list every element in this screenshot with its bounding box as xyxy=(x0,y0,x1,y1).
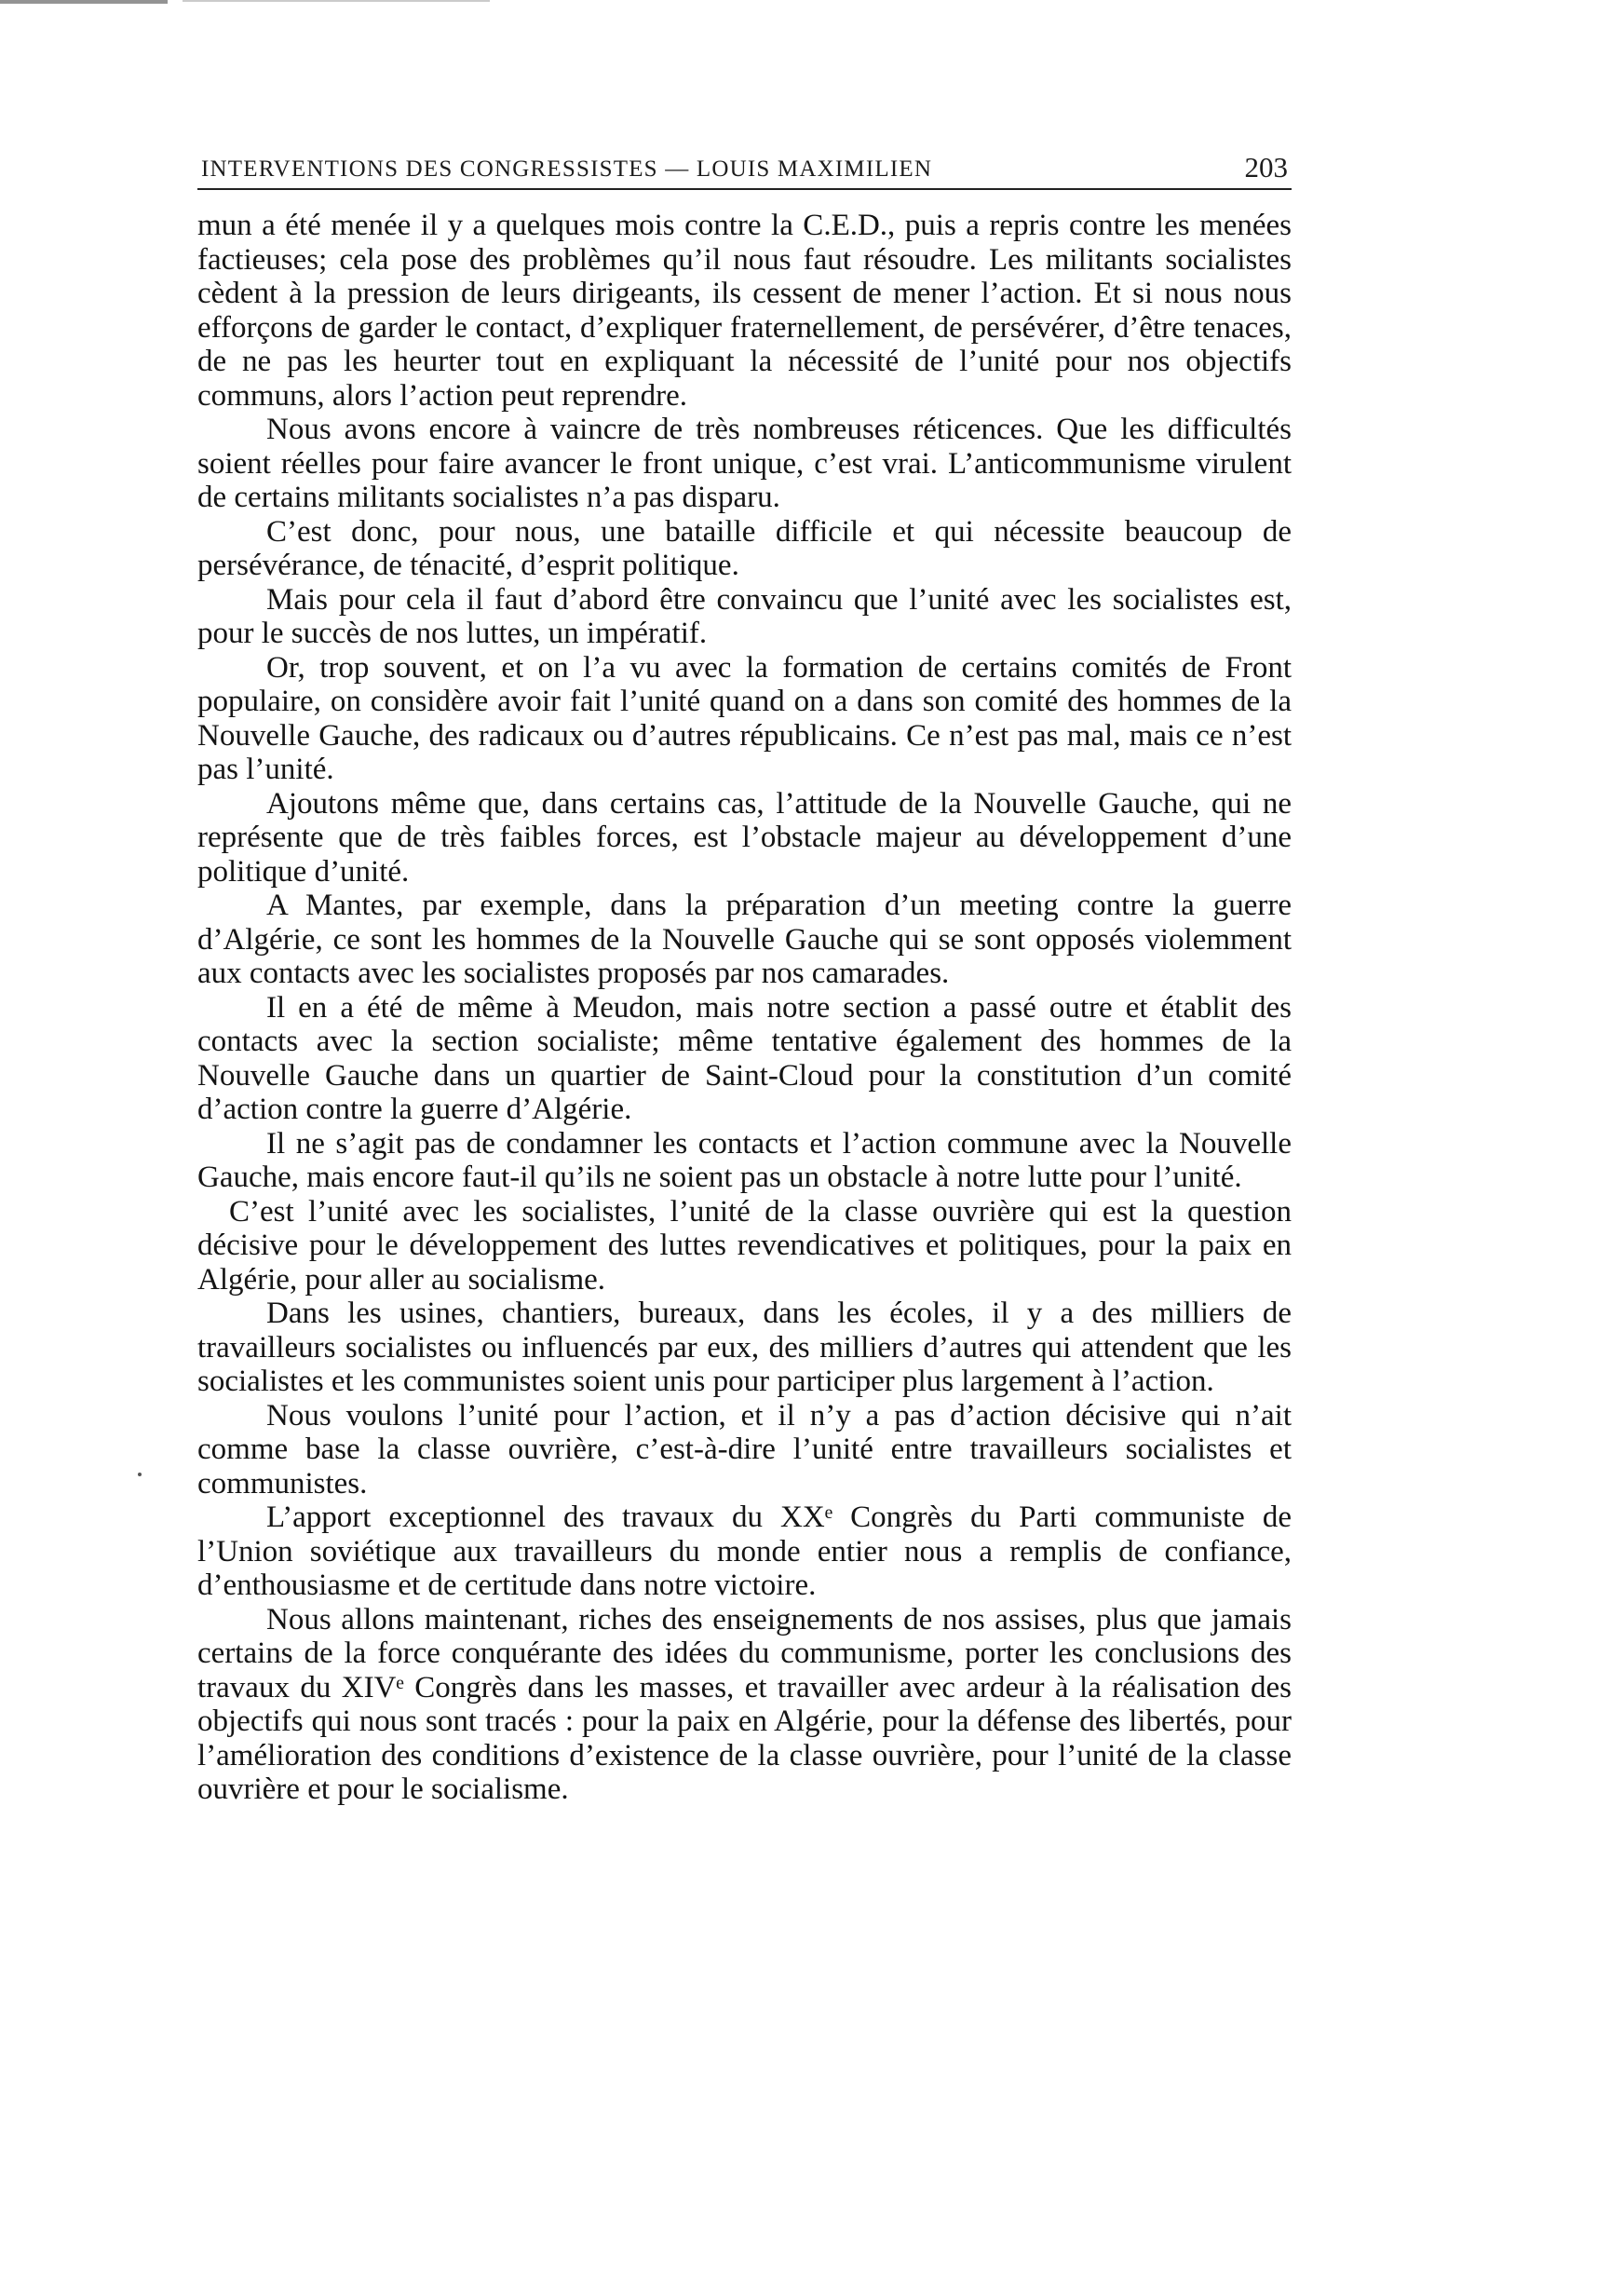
paragraph-7: A Mantes, par exemple, dans la préparation d’un meeting contre la guerre d’Algérie, ce sont les hommes de la Nouvelle Gauche qui se sont opposés violemment aux contacts avec les socialistes proposés par nos camarades. xyxy=(197,889,1292,990)
paragraph-9: Il ne s’agit pas de condamner les contacts et l’action commune avec la Nouvelle Gauche, mais encore faut-il qu’ils ne soient pas un obstacle à notre lutte pour l’unité. xyxy=(197,1126,1292,1194)
scan-edge-mark-faint xyxy=(183,0,490,2)
paragraph-1: mun a été menée il y a quelques mois contre la C.E.D., puis a repris contre les menées factieuses; cela pose des problèmes qu’il nous faut résoudre. Les militants socialistes cèdent à la pression de leurs dirigeants, ils cessent de mener l’action. Et si nous nous efforçons de garder le contact, d’expliquer fraternellement, de persévérer, d’être tenaces, de ne pas les heurter tout en expliquant la nécessité de l’unité pour nos objectifs communs, alors l’action peut reprendre. xyxy=(197,209,1292,413)
paragraph-4: Mais pour cela il faut d’abord être convaincu que l’unité avec les socialistes est, pour le succès de nos luttes, un impératif. xyxy=(197,582,1292,650)
scan-speck xyxy=(138,1473,142,1476)
book-page xyxy=(197,140,1292,1807)
paragraph-2: Nous avons encore à vaincre de très nombreuses réticences. Que les difficultés soient réelles pour faire avancer le front unique, c’est vrai. L’anticommunisme virulent de certains militants socialistes n’a pas disparu. xyxy=(197,413,1292,514)
paragraph-12: Nous voulons l’unité pour l’action, et il n’y a pas d’action décisive qui n’ait comme base la classe ouvrière, c’est-à-dire l’unité entre travailleurs socialistes et communistes. xyxy=(197,1398,1292,1501)
paragraph-10: C’est l’unité avec les socialistes, l’unité de la classe ouvrière qui est la question décisive pour le développement des luttes revendicatives et politiques, pour la paix en Algérie, pour aller au socialisme. xyxy=(197,1194,1292,1297)
paragraph-11: Dans les usines, chantiers, bureaux, dans les écoles, il y a des milliers de travailleurs socialistes ou influencés par eux, des milliers d’autres qui attendent que les socialistes et les communistes soient unis pour participer plus largement à l’action. xyxy=(197,1297,1292,1398)
paragraph-6: Ajoutons même que, dans certains cas, l’attitude de la Nouvelle Gauche, qui ne représente que de très faibles forces, est l’obstacle majeur au développement d’une politique d’unité. xyxy=(197,786,1292,889)
paragraph-3: C’est donc, pour nous, une bataille difficile et qui nécessite beaucoup de persévérance, de ténacité, d’esprit politique. xyxy=(197,514,1292,582)
paragraph-13: L’apport exceptionnel des travaux du XXᵉ Congrès du Parti communiste de l’Union soviétique aux travailleurs du monde entier nous a remplis de confiance, d’enthousiasme et de certitude dans notre victoire. xyxy=(197,1501,1292,1602)
page-number: 203 xyxy=(1244,151,1288,183)
running-header xyxy=(197,140,1292,190)
running-title: INTERVENTIONS DES CONGRESSISTES — LOUIS MAXIMILIEN xyxy=(201,156,933,182)
paragraph-8: Il en a été de même à Meudon, mais notre section a passé outre et établit des contacts avec la section socialiste; même tentative également des hommes de la Nouvelle Gauche dans un quartier de Saint-Cloud pour la constitution d’un comité d’action contre la guerre d’Algérie. xyxy=(197,990,1292,1126)
body-text xyxy=(197,209,1292,1807)
paragraph-14: Nous allons maintenant, riches des enseignements de nos assises, plus que jamais certains de la force conquérante des idées du communisme, porter les conclusions des travaux du XIVᵉ Congrès dans les masses, et travailler avec ardeur à la réalisation des objectifs qui nous sont tracés : pour la paix en Algérie, pour la défense des libertés, pour l’amélioration des conditions d’existence de la classe ouvrière, pour l’unité de la classe ouvrière et pour le socialisme. xyxy=(197,1602,1292,1806)
scan-edge-mark xyxy=(0,0,168,4)
paragraph-5: Or, trop souvent, et on l’a vu avec la formation de certains comités de Front populaire, on considère avoir fait l’unité quand on a dans son comité des hommes de la Nouvelle Gauche, des radicaux ou d’autres républicains. Ce n’est pas mal, mais ce n’est pas l’unité. xyxy=(197,650,1292,786)
